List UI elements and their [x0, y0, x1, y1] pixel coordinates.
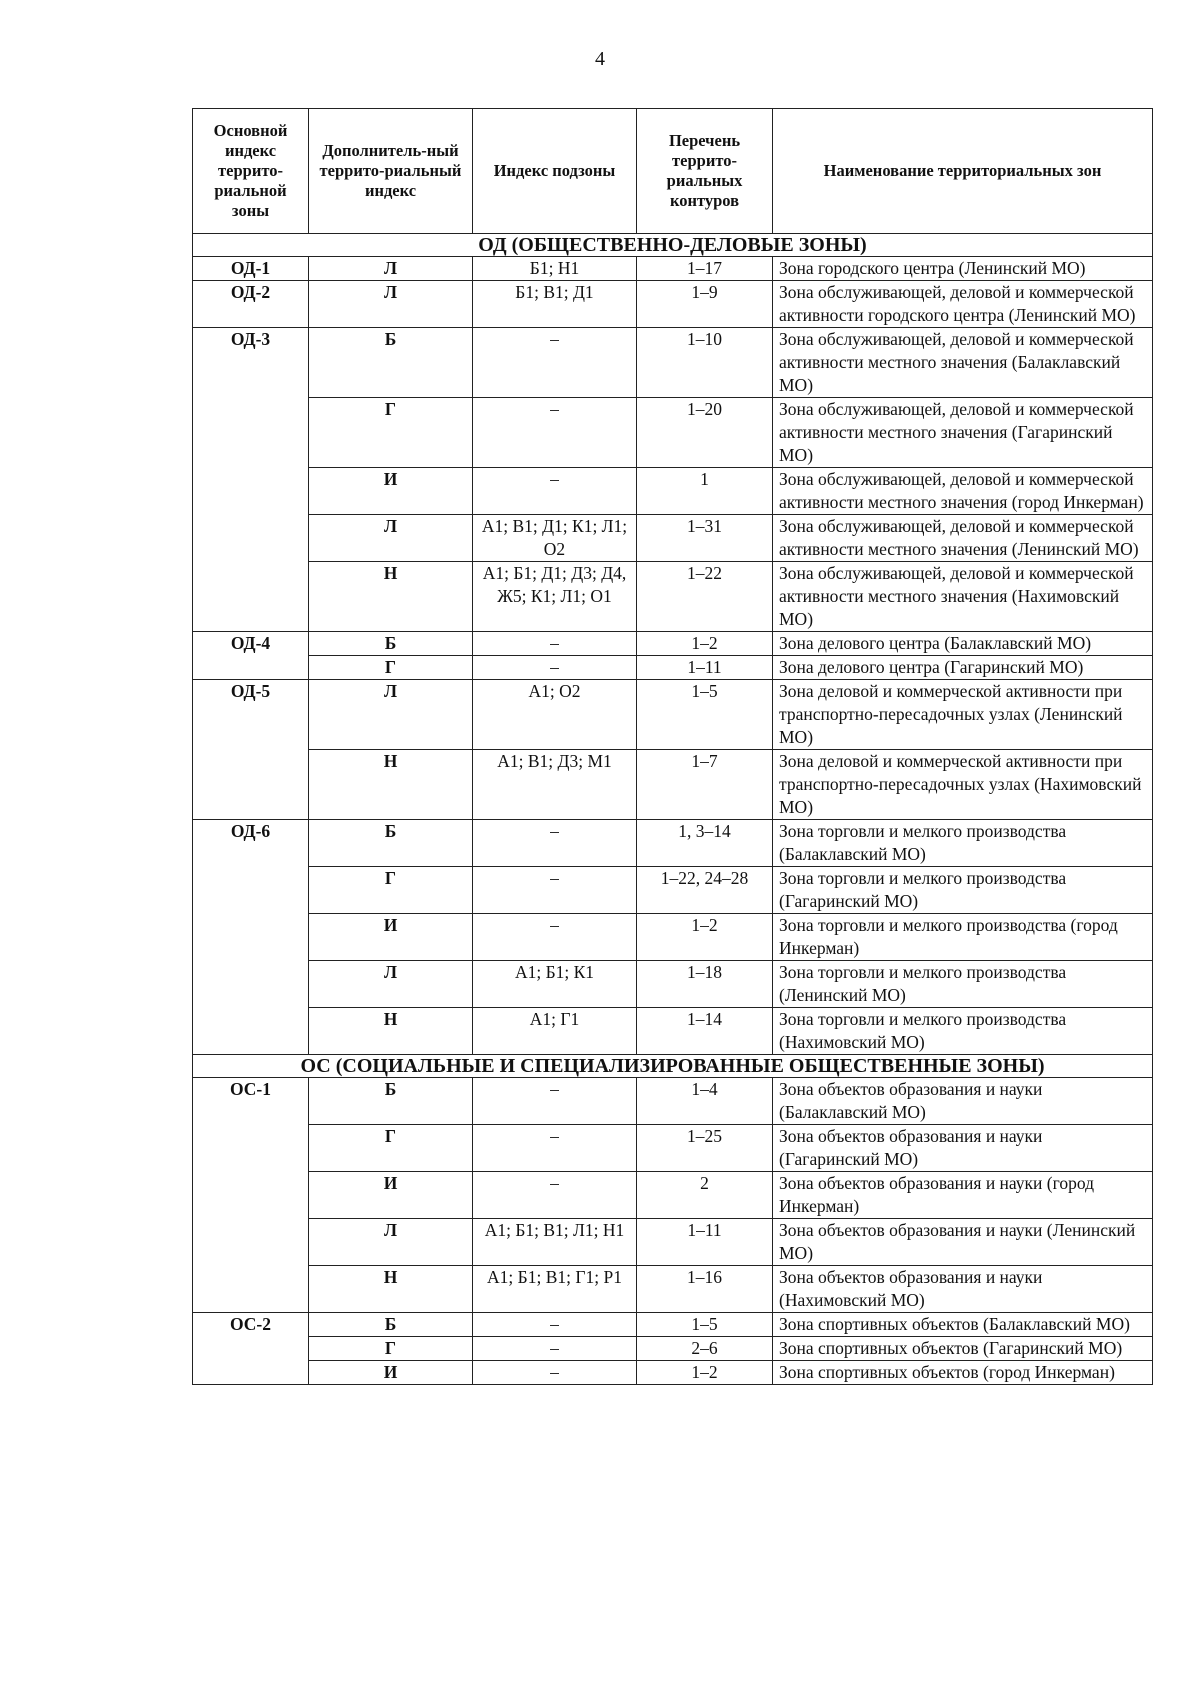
zone-name-cell: Зона деловой и коммерческой активности при транспортно-пересадочных узлах (Нахимовский МО)	[773, 750, 1153, 820]
section-title: ОД (ОБЩЕСТВЕННО-ДЕЛОВЫЕ ЗОНЫ)	[193, 234, 1153, 257]
zone-name-cell: Зона торговли и мелкого производства (Гагаринский МО)	[773, 867, 1153, 914]
subzone-index-cell: –	[473, 867, 637, 914]
zone-name-cell: Зона объектов образования и науки (город Инкерман)	[773, 1172, 1153, 1219]
additional-index-cell: И	[309, 468, 473, 515]
table-row	[193, 1125, 1153, 1172]
table-row	[193, 820, 1153, 867]
zone-index-cell: ОД-2	[193, 281, 309, 328]
table-row	[193, 961, 1153, 1008]
contours-cell: 1–4	[637, 1078, 773, 1125]
contours-cell: 1, 3–14	[637, 820, 773, 867]
table-row	[193, 656, 1153, 680]
section-title: ОС (СОЦИАЛЬНЫЕ И СПЕЦИАЛИЗИРОВАННЫЕ ОБЩЕСТВЕННЫЕ ЗОНЫ)	[193, 1055, 1153, 1078]
contours-cell: 1	[637, 468, 773, 515]
subzone-index-cell: –	[473, 820, 637, 867]
subzone-index-cell: А1; Б1; К1	[473, 961, 637, 1008]
additional-index-cell: И	[309, 914, 473, 961]
additional-index-cell: Г	[309, 867, 473, 914]
additional-index-cell: Л	[309, 515, 473, 562]
zone-name-cell: Зона спортивных объектов (Гагаринский МО)	[773, 1337, 1153, 1361]
table-row	[193, 398, 1153, 468]
table-row	[193, 750, 1153, 820]
zone-index-cell: ОД-3	[193, 328, 309, 632]
contours-cell: 1–5	[637, 680, 773, 750]
table-row	[193, 914, 1153, 961]
subzone-index-cell: Б1; Н1	[473, 257, 637, 281]
zone-index-cell: ОД-1	[193, 257, 309, 281]
table-row	[193, 867, 1153, 914]
additional-index-cell: Н	[309, 750, 473, 820]
table-row	[193, 1266, 1153, 1313]
contours-cell: 1–9	[637, 281, 773, 328]
additional-index-cell: Г	[309, 1125, 473, 1172]
header-additional-index: Дополнитель-ный террито-риальный индекс	[309, 109, 473, 234]
header-main-index: Основной индекс террито-риальной зоны	[193, 109, 309, 234]
header-zone-name: Наименование территориальных зон	[773, 109, 1153, 234]
section-row	[193, 1055, 1153, 1078]
additional-index-cell: И	[309, 1361, 473, 1385]
table-row	[193, 281, 1153, 328]
table-row	[193, 1219, 1153, 1266]
subzone-index-cell: –	[473, 914, 637, 961]
table-row	[193, 562, 1153, 632]
table-row	[193, 680, 1153, 750]
contours-cell: 1–22	[637, 562, 773, 632]
zone-name-cell: Зона спортивных объектов (Балаклавский МО)	[773, 1313, 1153, 1337]
additional-index-cell: Л	[309, 680, 473, 750]
subzone-index-cell: –	[473, 1125, 637, 1172]
territorial-zones-table	[192, 108, 1153, 1385]
table-row	[193, 257, 1153, 281]
subzone-index-cell: А1; Г1	[473, 1008, 637, 1055]
table-row	[193, 515, 1153, 562]
zone-name-cell: Зона торговли и мелкого производства (Нахимовский МО)	[773, 1008, 1153, 1055]
additional-index-cell: Г	[309, 398, 473, 468]
additional-index-cell: Б	[309, 1078, 473, 1125]
zone-index-cell: ОС-2	[193, 1313, 309, 1385]
subzone-index-cell: –	[473, 656, 637, 680]
header-row	[193, 109, 1153, 234]
subzone-index-cell: А1; Б1; В1; Г1; Р1	[473, 1266, 637, 1313]
zone-name-cell: Зона обслуживающей, деловой и коммерческой активности местного значения (Нахимовский МО)	[773, 562, 1153, 632]
contours-cell: 1–7	[637, 750, 773, 820]
additional-index-cell: Л	[309, 961, 473, 1008]
zone-name-cell: Зона делового центра (Гагаринский МО)	[773, 656, 1153, 680]
zone-index-cell: ОД-4	[193, 632, 309, 680]
additional-index-cell: Б	[309, 632, 473, 656]
subzone-index-cell: –	[473, 398, 637, 468]
contours-cell: 1–31	[637, 515, 773, 562]
contours-cell: 2	[637, 1172, 773, 1219]
contours-cell: 1–5	[637, 1313, 773, 1337]
zone-name-cell: Зона торговли и мелкого производства (город Инкерман)	[773, 914, 1153, 961]
table-row	[193, 1313, 1153, 1337]
zone-name-cell: Зона объектов образования и науки (Балаклавский МО)	[773, 1078, 1153, 1125]
contours-cell: 1–11	[637, 656, 773, 680]
zone-name-cell: Зона обслуживающей, деловой и коммерческой активности местного значения (Ленинский МО)	[773, 515, 1153, 562]
zone-index-cell: ОД-6	[193, 820, 309, 1055]
additional-index-cell: Л	[309, 1219, 473, 1266]
zone-name-cell: Зона объектов образования и науки (Ленинский МО)	[773, 1219, 1153, 1266]
contours-cell: 1–16	[637, 1266, 773, 1313]
table-row	[193, 1172, 1153, 1219]
subzone-index-cell: А1; Б1; В1; Л1; Н1	[473, 1219, 637, 1266]
contours-cell: 1–25	[637, 1125, 773, 1172]
subzone-index-cell: –	[473, 1337, 637, 1361]
table-row	[193, 328, 1153, 398]
contours-cell: 1–20	[637, 398, 773, 468]
subzone-index-cell: А1; Б1; Д1; Д3; Д4, Ж5; К1; Л1; О1	[473, 562, 637, 632]
table-row	[193, 632, 1153, 656]
additional-index-cell: Г	[309, 656, 473, 680]
zone-name-cell: Зона обслуживающей, деловой и коммерческой активности городского центра (Ленинский МО)	[773, 281, 1153, 328]
table-row	[193, 1078, 1153, 1125]
zone-name-cell: Зона объектов образования и науки (Гагаринский МО)	[773, 1125, 1153, 1172]
zone-name-cell: Зона обслуживающей, деловой и коммерческой активности местного значения (город Инкерман)	[773, 468, 1153, 515]
additional-index-cell: Л	[309, 257, 473, 281]
subzone-index-cell: –	[473, 1078, 637, 1125]
additional-index-cell: И	[309, 1172, 473, 1219]
contours-cell: 1–10	[637, 328, 773, 398]
contours-cell: 2–6	[637, 1337, 773, 1361]
contours-cell: 1–2	[637, 632, 773, 656]
subzone-index-cell: –	[473, 1313, 637, 1337]
header-contours-list: Перечень террито-риальных контуров	[637, 109, 773, 234]
zone-name-cell: Зона объектов образования и науки (Нахимовский МО)	[773, 1266, 1153, 1313]
section-row	[193, 234, 1153, 257]
additional-index-cell: Л	[309, 281, 473, 328]
table-body	[193, 234, 1153, 1385]
additional-index-cell: Б	[309, 820, 473, 867]
subzone-index-cell: –	[473, 632, 637, 656]
contours-cell: 1–2	[637, 1361, 773, 1385]
contours-cell: 1–11	[637, 1219, 773, 1266]
table-row	[193, 1008, 1153, 1055]
subzone-index-cell: –	[473, 1172, 637, 1219]
additional-index-cell: Б	[309, 328, 473, 398]
subzone-index-cell: А1; В1; Д3; М1	[473, 750, 637, 820]
contours-cell: 1–18	[637, 961, 773, 1008]
contours-cell: 1–14	[637, 1008, 773, 1055]
additional-index-cell: Н	[309, 562, 473, 632]
zone-name-cell: Зона делового центра (Балаклавский МО)	[773, 632, 1153, 656]
zone-name-cell: Зона обслуживающей, деловой и коммерческой активности местного значения (Балаклавский МО)	[773, 328, 1153, 398]
additional-index-cell: Г	[309, 1337, 473, 1361]
subzone-index-cell: –	[473, 328, 637, 398]
zone-name-cell: Зона деловой и коммерческой активности при транспортно-пересадочных узлах (Ленинский МО)	[773, 680, 1153, 750]
subzone-index-cell: Б1; В1; Д1	[473, 281, 637, 328]
contours-cell: 1–22, 24–28	[637, 867, 773, 914]
contours-cell: 1–2	[637, 914, 773, 961]
subzone-index-cell: –	[473, 468, 637, 515]
zone-name-cell: Зона торговли и мелкого производства (Ленинский МО)	[773, 961, 1153, 1008]
zone-name-cell: Зона обслуживающей, деловой и коммерческой активности местного значения (Гагаринский МО)	[773, 398, 1153, 468]
contours-cell: 1–17	[637, 257, 773, 281]
header-subzone-index: Индекс подзоны	[473, 109, 637, 234]
zone-name-cell: Зона торговли и мелкого производства (Балаклавский МО)	[773, 820, 1153, 867]
table-row	[193, 1361, 1153, 1385]
table-row	[193, 1337, 1153, 1361]
additional-index-cell: Н	[309, 1266, 473, 1313]
table-header	[193, 109, 1153, 234]
page-number: 4	[595, 48, 605, 70]
subzone-index-cell: А1; О2	[473, 680, 637, 750]
zone-name-cell: Зона городского центра (Ленинский МО)	[773, 257, 1153, 281]
subzone-index-cell: А1; В1; Д1; К1; Л1; О2	[473, 515, 637, 562]
additional-index-cell: Н	[309, 1008, 473, 1055]
zone-name-cell: Зона спортивных объектов (город Инкерман)	[773, 1361, 1153, 1385]
subzone-index-cell: –	[473, 1361, 637, 1385]
zone-index-cell: ОД-5	[193, 680, 309, 820]
table-row	[193, 468, 1153, 515]
additional-index-cell: Б	[309, 1313, 473, 1337]
zone-index-cell: ОС-1	[193, 1078, 309, 1313]
